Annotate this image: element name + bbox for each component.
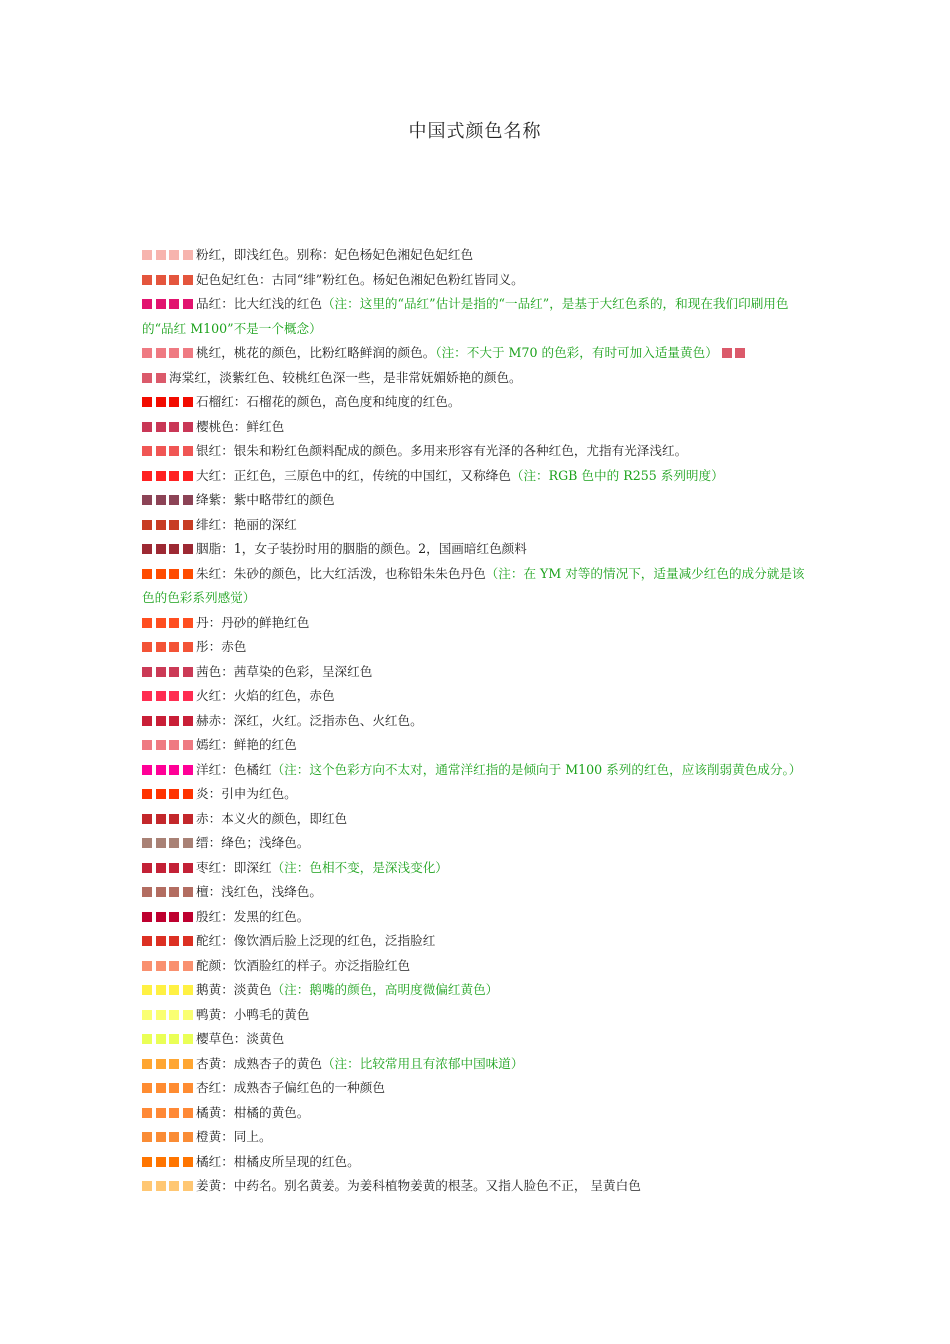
color-swatch	[183, 642, 193, 652]
color-swatch-group	[142, 762, 196, 777]
color-entry	[142, 390, 810, 415]
color-swatch	[183, 1157, 193, 1167]
color-swatch-group	[142, 541, 196, 556]
color-swatch	[156, 446, 166, 456]
color-swatch	[156, 1181, 166, 1191]
color-entry	[142, 415, 810, 440]
color-entry-list	[142, 243, 810, 1199]
color-swatch	[142, 863, 152, 873]
color-swatch	[183, 1034, 193, 1044]
color-swatch	[142, 1108, 152, 1118]
color-swatch	[183, 838, 193, 848]
color-swatch	[156, 691, 166, 701]
entry-description: 杏红：成熟杏子偏红色的一种颜色	[196, 1080, 385, 1095]
color-swatch	[183, 961, 193, 971]
color-swatch	[169, 495, 179, 505]
entry-description: 朱红：朱砂的颜色，比大红活泼，也称铅朱朱色丹色	[196, 565, 486, 581]
color-entry	[142, 1076, 810, 1101]
entry-note: （注：这个色彩方向不太对，通常洋红指的是倾向于 M100 系列的红色，应该削弱黄色成分。）	[271, 761, 802, 777]
color-swatch	[169, 569, 179, 579]
entry-description: 桃红，桃花的颜色，比粉红略鲜润的颜色。	[196, 345, 436, 360]
color-swatch	[183, 789, 193, 799]
entry-description: 绛紫：紫中略带红的颜色	[196, 492, 335, 507]
color-swatch	[142, 789, 152, 799]
color-swatch	[183, 520, 193, 530]
color-entry	[142, 292, 810, 341]
color-swatch	[183, 348, 193, 358]
color-swatch	[156, 912, 166, 922]
entry-description: 樱草色：淡黄色	[196, 1031, 285, 1046]
entry-description: 杏黄：成熟杏子的黄色	[196, 1055, 322, 1071]
color-swatch	[142, 912, 152, 922]
color-swatch-group	[142, 639, 196, 654]
color-swatch-group	[142, 468, 196, 483]
entry-description: 缙：绛色；浅绛色。	[196, 835, 310, 850]
color-swatch-group	[142, 517, 196, 532]
color-swatch	[142, 569, 152, 579]
color-swatch	[169, 1132, 179, 1142]
color-swatch	[183, 740, 193, 750]
color-entry	[142, 488, 810, 513]
entry-note: （注：鹅嘴的颜色，高明度微偏红黄色）	[271, 982, 499, 997]
color-swatch	[142, 471, 152, 481]
color-swatch	[142, 1132, 152, 1142]
color-entry	[142, 758, 810, 783]
color-swatch	[142, 814, 152, 824]
color-entry	[142, 684, 810, 709]
color-swatch	[156, 569, 166, 579]
color-swatch	[142, 250, 152, 260]
color-swatch	[169, 765, 179, 775]
color-swatch	[142, 299, 152, 309]
color-entry	[142, 709, 810, 734]
color-entry	[142, 635, 810, 660]
color-swatch-group	[142, 786, 196, 801]
color-swatch	[142, 936, 152, 946]
color-swatch	[183, 250, 193, 260]
color-swatch	[169, 544, 179, 554]
color-swatch	[156, 1083, 166, 1093]
color-swatch	[169, 348, 179, 358]
color-swatch	[142, 667, 152, 677]
color-entry	[142, 562, 810, 611]
color-entry	[142, 905, 810, 930]
color-entry	[142, 1052, 810, 1077]
color-entry	[142, 831, 810, 856]
color-swatch	[183, 1108, 193, 1118]
color-swatch	[169, 691, 179, 701]
entry-note: （注：比较常用且有浓郁中国味道）	[321, 1055, 524, 1071]
color-swatch-group	[142, 419, 196, 434]
color-swatch	[156, 667, 166, 677]
color-swatch	[169, 397, 179, 407]
color-swatch	[169, 667, 179, 677]
color-swatch	[169, 1083, 179, 1093]
entry-description: 鸭黄：小鸭毛的黄色	[196, 1006, 310, 1022]
color-entry	[142, 1150, 810, 1175]
color-swatch-group	[142, 958, 196, 973]
color-swatch	[156, 520, 166, 530]
color-swatch	[156, 1010, 166, 1020]
color-swatch	[183, 495, 193, 505]
color-swatch	[142, 422, 152, 432]
entry-description: 粉红，即浅红色。别称：妃色杨妃色湘妃色妃红色	[196, 247, 474, 262]
color-swatch-group	[142, 394, 196, 409]
color-swatch	[169, 275, 179, 285]
color-swatch	[183, 618, 193, 628]
color-entry	[142, 366, 810, 391]
color-swatch	[183, 985, 193, 995]
color-swatch	[142, 1083, 152, 1093]
color-swatch	[156, 961, 166, 971]
color-swatch	[183, 471, 193, 481]
entry-description: 樱桃色：鲜红色	[196, 418, 285, 434]
color-swatch	[142, 887, 152, 897]
entry-description: 酡颜：饮酒脸红的样子。亦泛指脸红色	[196, 957, 411, 973]
color-swatch	[722, 348, 732, 358]
entry-description: 橘红：柑橘皮所呈现的红色。	[196, 1153, 360, 1169]
color-entry	[142, 243, 810, 268]
entry-description: 橘黄：柑橘的黄色。	[196, 1104, 310, 1120]
color-swatch	[183, 691, 193, 701]
color-entry	[142, 733, 810, 758]
color-entry	[142, 880, 810, 905]
color-swatch	[183, 1181, 193, 1191]
color-swatch	[142, 544, 152, 554]
color-swatch	[183, 569, 193, 579]
entry-description: 彤：赤色	[196, 639, 247, 654]
color-swatch	[169, 936, 179, 946]
color-swatch	[142, 961, 152, 971]
color-swatch	[156, 1157, 166, 1167]
color-swatch	[156, 985, 166, 995]
color-swatch	[169, 814, 179, 824]
color-swatch	[183, 299, 193, 309]
color-swatch	[156, 642, 166, 652]
entry-description: 石榴红：石榴花的颜色，高色度和纯度的红色。	[196, 394, 461, 409]
color-swatch-group	[142, 835, 196, 850]
color-swatch-group	[142, 982, 196, 997]
color-swatch	[156, 299, 166, 309]
color-swatch	[169, 716, 179, 726]
entry-description: 殷红：发黑的红色。	[196, 908, 310, 924]
color-swatch	[156, 1132, 166, 1142]
color-entry	[142, 1101, 810, 1126]
color-swatch-group	[142, 884, 196, 899]
color-entry	[142, 1125, 810, 1150]
color-swatch	[156, 471, 166, 481]
color-swatch	[183, 887, 193, 897]
color-swatch	[142, 642, 152, 652]
color-swatch	[183, 1132, 193, 1142]
color-swatch	[156, 373, 166, 383]
color-swatch	[156, 348, 166, 358]
color-entry	[142, 537, 810, 562]
color-swatch-group	[142, 1056, 196, 1071]
color-entry	[142, 1174, 810, 1199]
color-swatch-group	[142, 688, 196, 703]
color-swatch	[156, 936, 166, 946]
color-swatch-group	[142, 713, 196, 728]
entry-note: （注：色相不变，是深浅变化）	[271, 859, 448, 875]
color-entry	[142, 782, 810, 807]
entry-description: 嫣红：鲜艳的红色	[196, 737, 297, 752]
entry-description: 炎：引申为红色。	[196, 786, 297, 801]
entry-description: 绯红：艳丽的深红	[196, 516, 297, 532]
color-swatch	[169, 838, 179, 848]
color-entry	[142, 341, 810, 366]
color-swatch-group	[142, 566, 196, 581]
entry-description: 姜黄：中药名。别名黄姜。为姜科植物姜黄的根茎。又指人脸色不正， 呈黄白色	[196, 1178, 641, 1193]
color-entry	[142, 611, 810, 636]
color-swatch	[183, 1083, 193, 1093]
color-entry	[142, 464, 810, 489]
color-entry	[142, 268, 810, 293]
color-swatch-group	[142, 615, 196, 630]
color-swatch	[169, 1181, 179, 1191]
color-swatch	[142, 985, 152, 995]
color-entry	[142, 660, 810, 685]
color-swatch-group	[142, 860, 196, 875]
entry-description: 银红：银朱和粉红色颜料配成的颜色。多用来形容有光泽的各种红色，尤指有光泽浅红。	[196, 443, 688, 458]
color-swatch-group	[142, 1031, 196, 1046]
entry-description: 赫赤：深红，火红。泛指赤色、火红色。	[196, 712, 423, 728]
entry-note: （注：在 YM 对等的情况下，适量减少红色的成分就是该色的色彩系列感觉）	[142, 565, 805, 605]
color-swatch	[169, 642, 179, 652]
color-swatch	[142, 446, 152, 456]
color-swatch-group	[142, 933, 196, 948]
color-swatch	[169, 1010, 179, 1020]
entry-description: 胭脂：1，女子装扮时用的胭脂的颜色。2，国画暗红色颜料	[196, 541, 527, 556]
color-swatch	[183, 936, 193, 946]
color-entry	[142, 439, 810, 464]
color-swatch	[156, 275, 166, 285]
color-swatch	[183, 544, 193, 554]
color-entry	[142, 807, 810, 832]
color-swatch	[169, 471, 179, 481]
color-swatch	[156, 544, 166, 554]
color-swatch	[142, 397, 152, 407]
color-swatch	[156, 397, 166, 407]
color-swatch	[156, 1108, 166, 1118]
color-swatch	[142, 275, 152, 285]
color-swatch	[156, 740, 166, 750]
entry-description: 枣红：即深红	[196, 859, 272, 875]
color-swatch	[183, 422, 193, 432]
color-swatch	[183, 397, 193, 407]
color-swatch	[169, 618, 179, 628]
color-swatch	[169, 740, 179, 750]
color-swatch-group	[722, 345, 749, 360]
color-swatch-group	[142, 296, 196, 311]
color-swatch	[169, 299, 179, 309]
color-swatch	[142, 740, 152, 750]
color-swatch	[183, 716, 193, 726]
color-swatch	[169, 250, 179, 260]
color-swatch	[183, 912, 193, 922]
color-entry	[142, 929, 810, 954]
entry-description: 大红：正红色，三原色中的红，传统的中国红，又称绛色	[196, 467, 511, 483]
color-swatch-group	[142, 737, 196, 752]
color-swatch	[156, 838, 166, 848]
color-swatch	[156, 495, 166, 505]
entry-description: 品红：比大红浅的红色	[196, 296, 322, 311]
color-swatch-group	[142, 1080, 196, 1095]
color-swatch-group	[142, 1154, 196, 1169]
color-swatch	[142, 618, 152, 628]
color-swatch	[142, 1034, 152, 1044]
entry-description: 洋红：色橘红	[196, 761, 272, 777]
color-swatch	[183, 1010, 193, 1020]
color-swatch	[142, 716, 152, 726]
entry-note: （注：RGB 色中的 R255 系列明度）	[510, 467, 724, 483]
color-swatch	[183, 275, 193, 285]
color-entry	[142, 954, 810, 979]
entry-description: 赤：本义火的颜色，即红色	[196, 810, 348, 826]
color-swatch-group	[142, 811, 196, 826]
entry-note: （注：不大于 M70 的色彩，有时可加入适量黄色）	[435, 345, 718, 360]
color-swatch	[169, 422, 179, 432]
entry-description: 丹：丹砂的鲜艳红色	[196, 614, 310, 630]
color-swatch-group	[142, 1129, 196, 1144]
color-swatch-group	[142, 345, 196, 360]
color-swatch	[169, 1059, 179, 1069]
color-swatch-group	[142, 1178, 196, 1193]
color-swatch	[183, 863, 193, 873]
color-swatch	[156, 250, 166, 260]
entry-description: 茜色：茜草染的色彩，呈深红色	[196, 663, 373, 679]
color-entry	[142, 1003, 810, 1028]
entry-description: 橙黄：同上。	[196, 1129, 272, 1144]
color-swatch	[156, 422, 166, 432]
color-swatch	[183, 446, 193, 456]
color-swatch	[169, 1157, 179, 1167]
color-swatch	[169, 520, 179, 530]
color-swatch	[169, 887, 179, 897]
color-swatch-group	[142, 1105, 196, 1120]
color-swatch	[183, 814, 193, 824]
color-swatch	[142, 1157, 152, 1167]
color-swatch	[142, 838, 152, 848]
color-entry	[142, 1027, 810, 1052]
page-title: 中国式颜色名称	[408, 121, 542, 142]
color-swatch	[183, 1059, 193, 1069]
color-swatch	[156, 1034, 166, 1044]
entry-description: 檀：浅红色，浅绛色。	[196, 884, 322, 899]
color-swatch	[169, 863, 179, 873]
color-swatch	[156, 716, 166, 726]
color-swatch-group	[142, 664, 196, 679]
color-swatch	[142, 348, 152, 358]
color-swatch-group	[142, 272, 196, 287]
color-swatch	[142, 691, 152, 701]
color-swatch	[156, 618, 166, 628]
color-swatch	[169, 1108, 179, 1118]
color-swatch-group	[142, 909, 196, 924]
color-swatch	[169, 1034, 179, 1044]
color-swatch-group	[142, 247, 196, 262]
color-swatch	[142, 765, 152, 775]
color-swatch	[156, 789, 166, 799]
entry-description: 妃色妃红色：古同“绯”粉红色。杨妃色湘妃色粉红皆同义。	[196, 271, 524, 287]
color-swatch-group	[142, 1007, 196, 1022]
color-swatch	[183, 765, 193, 775]
color-swatch	[156, 863, 166, 873]
color-swatch	[183, 667, 193, 677]
color-swatch	[169, 789, 179, 799]
color-entry	[142, 856, 810, 881]
entry-description: 鹅黄：淡黄色	[196, 982, 272, 997]
color-swatch-group	[142, 370, 169, 385]
color-swatch	[156, 814, 166, 824]
color-swatch	[142, 1010, 152, 1020]
color-entry	[142, 978, 810, 1003]
entry-description: 火红：火焰的红色，赤色	[196, 688, 335, 703]
color-entry	[142, 513, 810, 538]
color-swatch	[142, 1181, 152, 1191]
color-swatch	[142, 373, 152, 383]
color-swatch	[169, 446, 179, 456]
color-swatch	[169, 961, 179, 971]
color-swatch	[169, 985, 179, 995]
color-swatch	[156, 1059, 166, 1069]
color-swatch	[142, 495, 152, 505]
color-swatch-group	[142, 492, 196, 507]
color-swatch	[169, 912, 179, 922]
color-swatch	[142, 520, 152, 530]
color-swatch	[156, 887, 166, 897]
entry-note: （注：这里的“品红”估计是指的“一品红”，是基于大红色系的，和现在我们印刷用色的“品红 M100”不是一个概念）	[142, 296, 789, 336]
entry-description: 海棠红，淡紫红色、较桃红色深一些，是非常妩媚娇艳的颜色。	[169, 369, 522, 385]
color-swatch-group	[142, 443, 196, 458]
color-swatch	[156, 765, 166, 775]
entry-description: 酡红：像饮酒后脸上泛现的红色，泛指脸红	[196, 933, 436, 948]
color-swatch	[142, 1059, 152, 1069]
color-swatch	[735, 348, 745, 358]
